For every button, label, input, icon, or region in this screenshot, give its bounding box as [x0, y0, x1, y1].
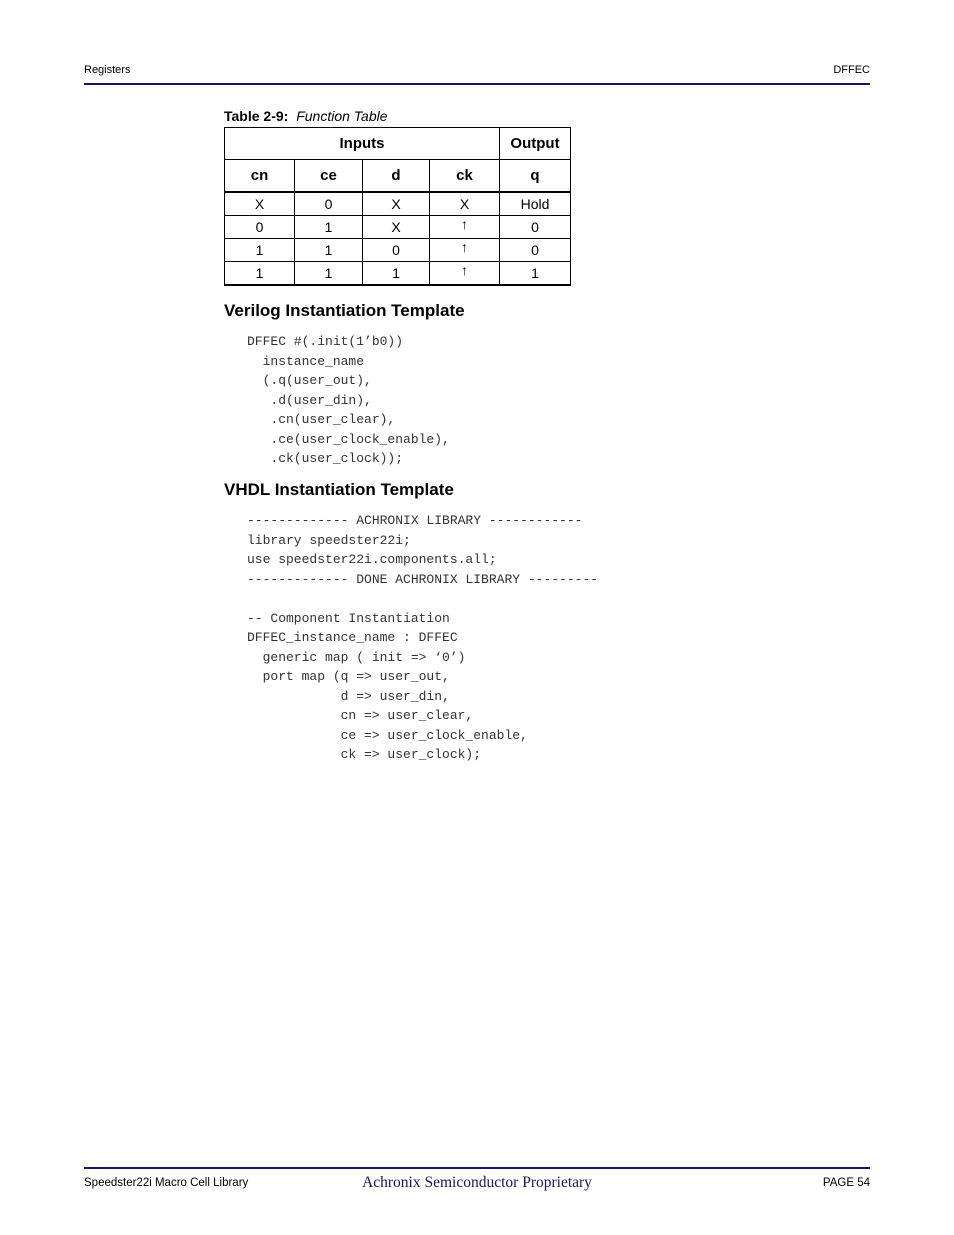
column-header-ck: ck [430, 160, 500, 193]
column-header-cn: cn [225, 160, 295, 193]
function-table [224, 127, 571, 286]
table-cell: X [430, 192, 500, 216]
vhdl-code-block: ------------- ACHRONIX LIBRARY ------------ library speedster22i; use speedster22i.components.all; ------------- DONE ACHRONIX LIBRARY --------- -- Component Instantiation DFFEC_instance_name : DFFEC generic map ( init => ‘0’) port map (q => user_out, d => user_din, cn => user_clear, ce => user_clock_enable, ck => user_clock); [247, 513, 599, 762]
table-cell: 1 [295, 239, 363, 262]
table-cell: 1 [500, 262, 571, 286]
table-row [225, 262, 571, 286]
footer-divider [84, 1167, 870, 1169]
table-group-header-row [225, 128, 571, 160]
table-caption-title: Function Table [296, 108, 388, 124]
table-row [225, 216, 571, 239]
table-cell [430, 239, 500, 262]
header-cell-name: DFFEC [833, 64, 870, 76]
verilog-section-title: Verilog Instantiation Template [224, 301, 465, 320]
table-cell: 0 [225, 216, 295, 239]
column-header-q: q [500, 160, 571, 193]
table-cell: 0 [295, 192, 363, 216]
table-cell: 0 [500, 216, 571, 239]
table-cell: Hold [500, 192, 571, 216]
header-section-name: Registers [84, 64, 131, 76]
table-cell [430, 262, 500, 286]
table-cell: 0 [500, 239, 571, 262]
rising-edge-arrow-icon: ↑ [461, 239, 468, 255]
table-cell: 1 [295, 262, 363, 286]
table-cell: 1 [225, 262, 295, 286]
output-group-header: Output [500, 128, 571, 160]
table-cell: 1 [363, 262, 430, 286]
table-column-header-row [225, 160, 571, 193]
table-cell: 0 [363, 239, 430, 262]
verilog-code-block: DFFEC #(.init(1’b0)) instance_name (.q(user_out), .d(user_din), .cn(user_clear), .ce(user_clock_enable), .ck(user_clock)); [247, 334, 450, 466]
inputs-group-header: Inputs [225, 128, 500, 160]
table-cell: X [363, 216, 430, 239]
table-row [225, 192, 571, 216]
footer-proprietary-notice: Achronix Semiconductor Proprietary [362, 1174, 592, 1191]
table-cell: 1 [295, 216, 363, 239]
column-header-d: d [363, 160, 430, 193]
footer-page-number: PAGE 54 [822, 1177, 870, 1189]
rising-edge-arrow-icon: ↑ [461, 262, 468, 278]
header-divider [84, 83, 870, 85]
table-caption [224, 108, 388, 124]
table-cell: 1 [225, 239, 295, 262]
column-header-ce: ce [295, 160, 363, 193]
table-cell: X [225, 192, 295, 216]
vhdl-section-title: VHDL Instantiation Template [224, 480, 454, 499]
table-cell: X [363, 192, 430, 216]
table-cell [430, 216, 500, 239]
rising-edge-arrow-icon: ↑ [461, 216, 468, 232]
table-caption-number: Table 2-9: [224, 108, 289, 124]
table-row [225, 239, 571, 262]
footer-document-title: Speedster22i Macro Cell Library [84, 1177, 249, 1189]
